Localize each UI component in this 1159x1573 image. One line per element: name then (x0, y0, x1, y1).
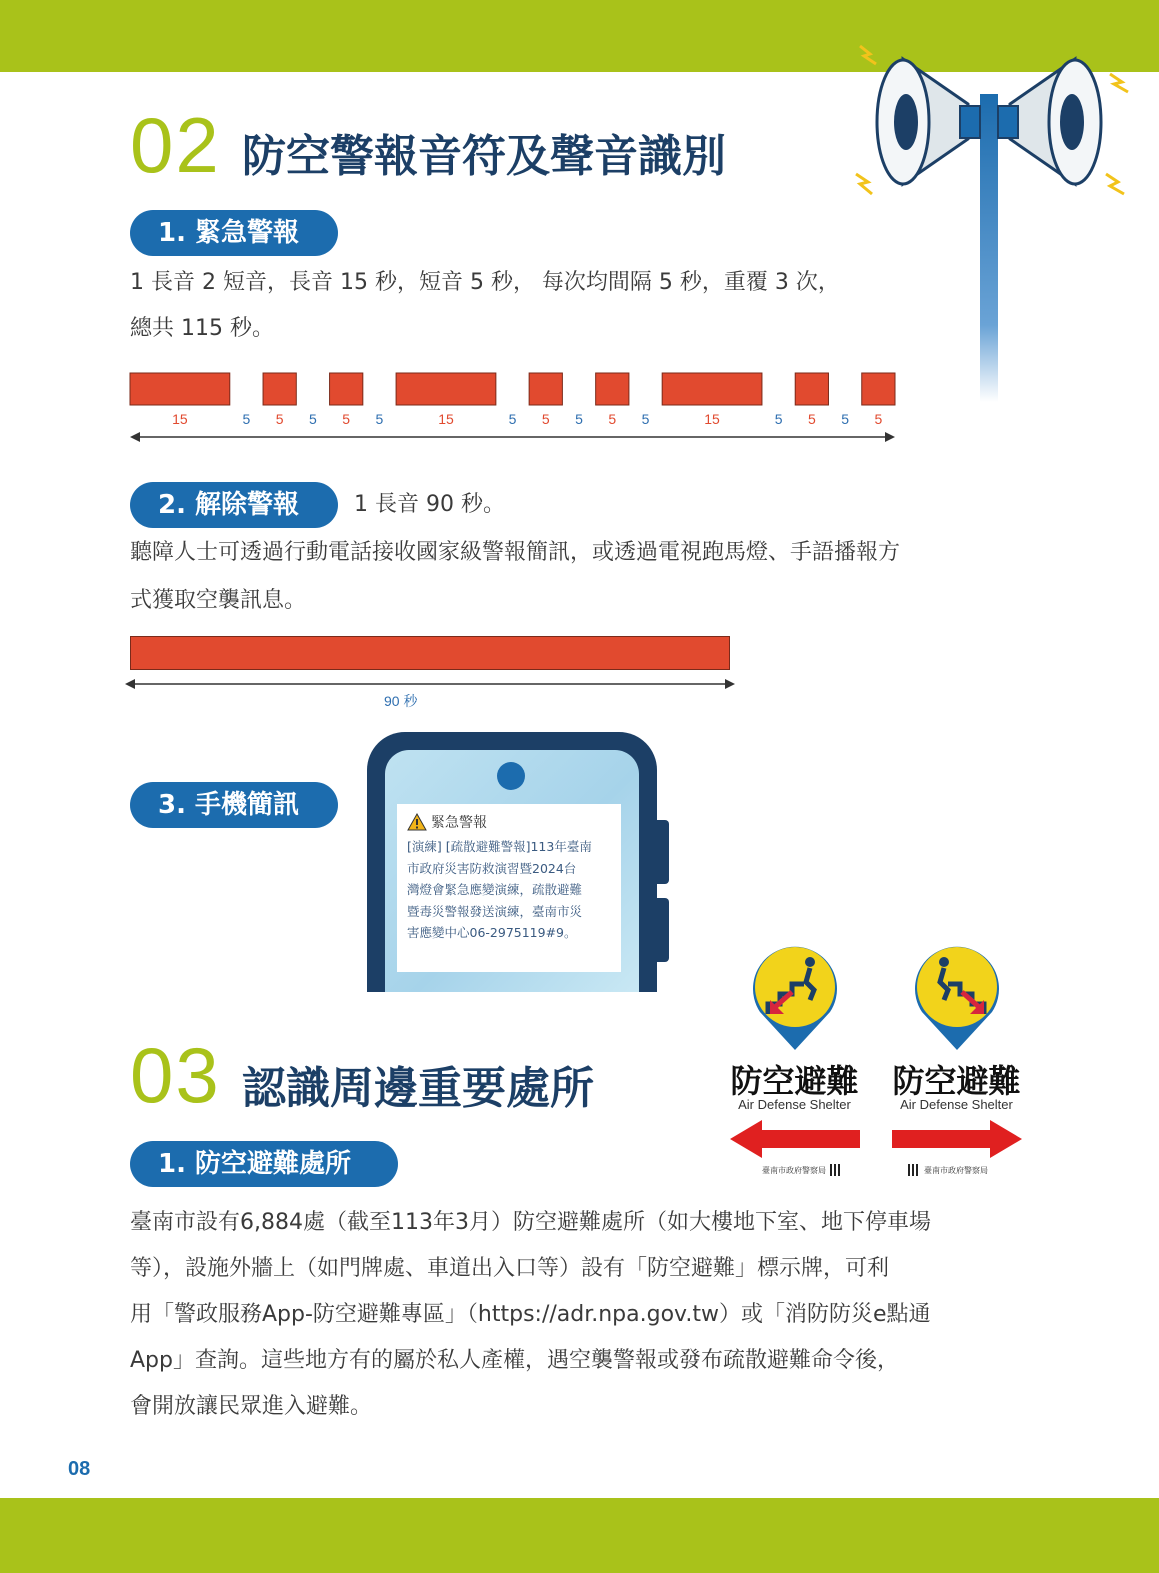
timeline-arrow-head (885, 432, 895, 442)
sign-subtitle: Air Defense Shelter (738, 1097, 851, 1112)
timeline-duration-label: 5 (342, 411, 351, 427)
tone-segment (596, 373, 629, 405)
shelter-paragraph (130, 1200, 931, 1430)
warning-triangle-icon (407, 813, 427, 831)
shelter-sign-right (884, 942, 1029, 1182)
sms-card (397, 804, 621, 972)
tone-segment (529, 373, 562, 405)
pill-all-clear-alert: 2. 解除警報 (130, 482, 338, 528)
sign-footer (908, 1164, 988, 1176)
sms-heading-row (407, 812, 611, 832)
shelter-sign-left (722, 942, 867, 1182)
phone-side-button (655, 898, 669, 962)
hearing-impaired-line1: 聽障人士可透過行動電話接收國家級警報簡訊，或透過電視跑馬燈、手語播報方 (130, 540, 901, 565)
phone-screen (385, 750, 639, 992)
emergency-description-line1: 1 長音 2 短音，長音 15 秒，短音 5 秒， 每次均間隔 5 秒，重覆 3 次， (130, 270, 840, 295)
timeline-duration-label: 5 (309, 411, 317, 427)
pill-air-defense-shelter: 1. 防空避難處所 (130, 1141, 398, 1187)
all-clear-inline-text: 1 長音 90 秒。 (354, 492, 505, 517)
tone-segment (263, 373, 296, 405)
section-title: 防空警報音符及聲音識別 (242, 131, 726, 182)
timeline-duration-label: 5 (608, 411, 617, 427)
shelter-paragraph-line: App」查詢。這些地方有的屬於私人產權，遇空襲警報或發布疏散避難命令後， (130, 1348, 899, 1373)
timeline-duration-label: 5 (375, 411, 384, 427)
tone-segment (795, 373, 828, 405)
sign-footer-text: 臺南市政府警察局 (762, 1165, 826, 1175)
shelter-sign-icon (912, 942, 1002, 1052)
shelter-sign-icon (750, 942, 840, 1052)
all-clear-arrow (125, 676, 737, 692)
timeline-duration-label: 5 (508, 411, 517, 427)
shelter-paragraph-line: 臺南市設有6,884處（截至113年3月）防空避難處所（如大樓地下室、地下停車場 (130, 1210, 931, 1235)
pill-mobile-sms: 3. 手機簡訊 (130, 782, 338, 828)
bottom-band (0, 1498, 1159, 1573)
timeline-duration-label: 5 (774, 411, 783, 427)
sms-body (407, 836, 611, 944)
pill-emergency-alert: 1. 緊急警報 (130, 210, 338, 256)
section-title: 認識周邊重要處所 (242, 1063, 594, 1114)
phone-side-button (655, 820, 669, 884)
timeline-duration-label: 5 (841, 411, 850, 427)
hearing-impaired-line2: 式獲取空襲訊息。 (130, 588, 307, 613)
timeline-duration-label: 15 (438, 411, 454, 427)
all-clear-bar (130, 636, 730, 670)
sms-line: 害應變中心06-2975119#9。 (407, 925, 577, 940)
timeline-duration-label: 5 (275, 411, 284, 427)
timeline-duration-label: 5 (541, 411, 550, 427)
timeline-duration-label: 5 (807, 411, 816, 427)
sign-title: 防空避難 (892, 1062, 1021, 1100)
page-number: 08 (68, 1458, 91, 1480)
tone-segment (396, 373, 496, 405)
all-clear-duration-label: 90 秒 (384, 693, 418, 709)
tone-segment (130, 373, 230, 405)
qr-code-icon (830, 1164, 842, 1176)
timeline-duration-label: 5 (641, 411, 650, 427)
phone-illustration (367, 732, 657, 992)
phone-camera (497, 762, 525, 790)
sign-footer-text: 臺南市政府警察局 (924, 1165, 988, 1175)
section-number: 03 (130, 1031, 221, 1119)
sign-subtitle: Air Defense Shelter (900, 1097, 1013, 1112)
arrow-left-icon (730, 1120, 860, 1158)
timeline-duration-label: 15 (172, 411, 188, 427)
section-number: 02 (130, 101, 221, 189)
shelter-paragraph-line: 用「警政服務App-防空避難專區」（https://adr.npa.gov.tw）或「消防防災e點通 (130, 1302, 931, 1327)
emergency-timeline (125, 365, 905, 450)
shelter-paragraph-line: 會開放讓民眾進入避難。 (130, 1394, 373, 1419)
siren-speaker-icon (848, 34, 1138, 404)
arrow-right-icon (892, 1120, 1022, 1158)
shelter-paragraph-line: 等），設施外牆上（如門牌處、車道出入口等）設有「防空避難」標示牌，可利 (130, 1256, 890, 1281)
sms-heading: 緊急警報 (431, 815, 487, 831)
sign-footer (762, 1164, 842, 1176)
sms-line: [演練] [疏散避難警報]113年臺南 (407, 839, 592, 854)
timeline-arrow-head (130, 432, 140, 442)
emergency-description-line2: 總共 115 秒。 (130, 316, 274, 341)
timeline-duration-label: 5 (242, 411, 251, 427)
timeline-duration-label: 5 (575, 411, 583, 427)
qr-code-icon (908, 1164, 920, 1176)
sms-line: 市政府災害防救演習暨2024台 (407, 860, 577, 876)
sms-line: 灣燈會緊急應變演練，疏散避難 (407, 882, 583, 897)
sms-line: 暨毒災警報發送演練，臺南市災 (407, 903, 583, 919)
tone-segment (330, 373, 363, 405)
tone-segment (662, 373, 762, 405)
sign-title: 防空避難 (730, 1062, 859, 1100)
timeline-duration-label: 15 (704, 411, 720, 427)
timeline-duration-label: 5 (874, 411, 883, 427)
tone-segment (862, 373, 895, 405)
